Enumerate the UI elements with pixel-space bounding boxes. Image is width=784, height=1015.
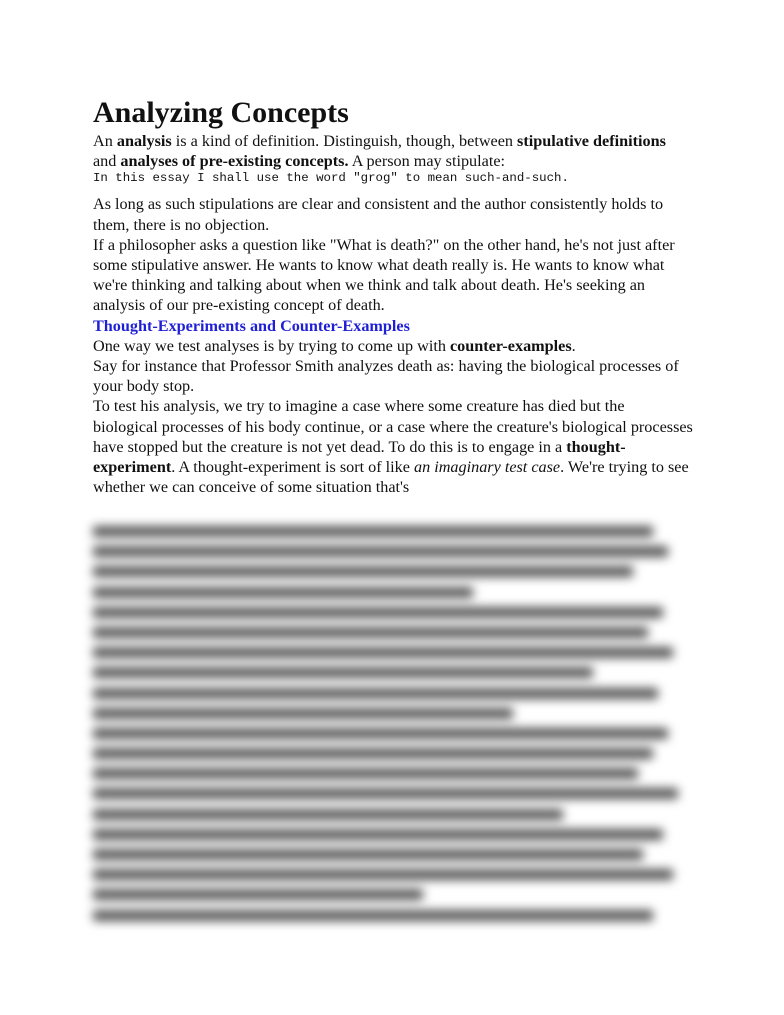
term-analyses-of-concepts: analyses of pre-existing concepts.	[120, 152, 349, 171]
blurred-text-block	[93, 521, 683, 925]
code-example: In this essay I shall use the word "grog" to mean such-and-such.	[93, 171, 569, 186]
text-run: . A thought-experiment is sort of like	[171, 458, 414, 477]
text-run: An	[93, 132, 117, 150]
document-page	[93, 95, 693, 497]
intro-paragraph	[93, 131, 693, 171]
paragraph-death-question: If a philosopher asks a question like "What is death?" on the other hand, he's not just after some stipulative answer. He wants to know what death really is. He wants to know what we're thinking and talking about when we think and talk about death. He's seeking an analysis of our pre-existing concept of death.	[93, 235, 675, 315]
text-run: One way we test analyses is by trying to come up with	[93, 336, 450, 355]
text-run: .	[571, 336, 576, 355]
text-run: . We're trying to see whether we can conceive of some situation that's	[93, 458, 689, 497]
term-stipulative-definitions: stipulative definitions	[517, 132, 666, 150]
text-run: and	[93, 152, 121, 171]
paragraph-thought-experiment	[93, 396, 693, 497]
term-counter-examples: counter-examples	[449, 336, 572, 355]
term-thought-experiment: thought-experiment	[93, 437, 626, 477]
text-run: A person may stipulate:	[348, 152, 506, 171]
paragraph-stipulations: As long as such stipulations are clear and consistent and the author consistently holds to them, there is no objection.	[93, 195, 664, 234]
blurred-content-region	[0, 507, 784, 957]
text-run: is a kind of definition. Distinguish, though, between	[171, 132, 518, 150]
page-title: Analyzing Concepts	[93, 96, 349, 129]
emphasis-test-case: an imaginary test case	[414, 458, 561, 477]
text-run: To test his analysis, we try to imagine a case where some creature has died but the biological processes of his body continue, or a case where the creature's biological processes have stopped but the creature is not yet dead. To do this is to engage in a	[93, 397, 693, 456]
paragraph-smith-example: Say for instance that Professor Smith analyzes death as: having the biological processes of your body stop.	[93, 357, 679, 396]
term-analysis: analysis	[116, 132, 172, 150]
paragraph-counter-examples	[93, 336, 693, 356]
section-subheading: Thought-Experiments and Counter-Examples	[93, 316, 410, 335]
